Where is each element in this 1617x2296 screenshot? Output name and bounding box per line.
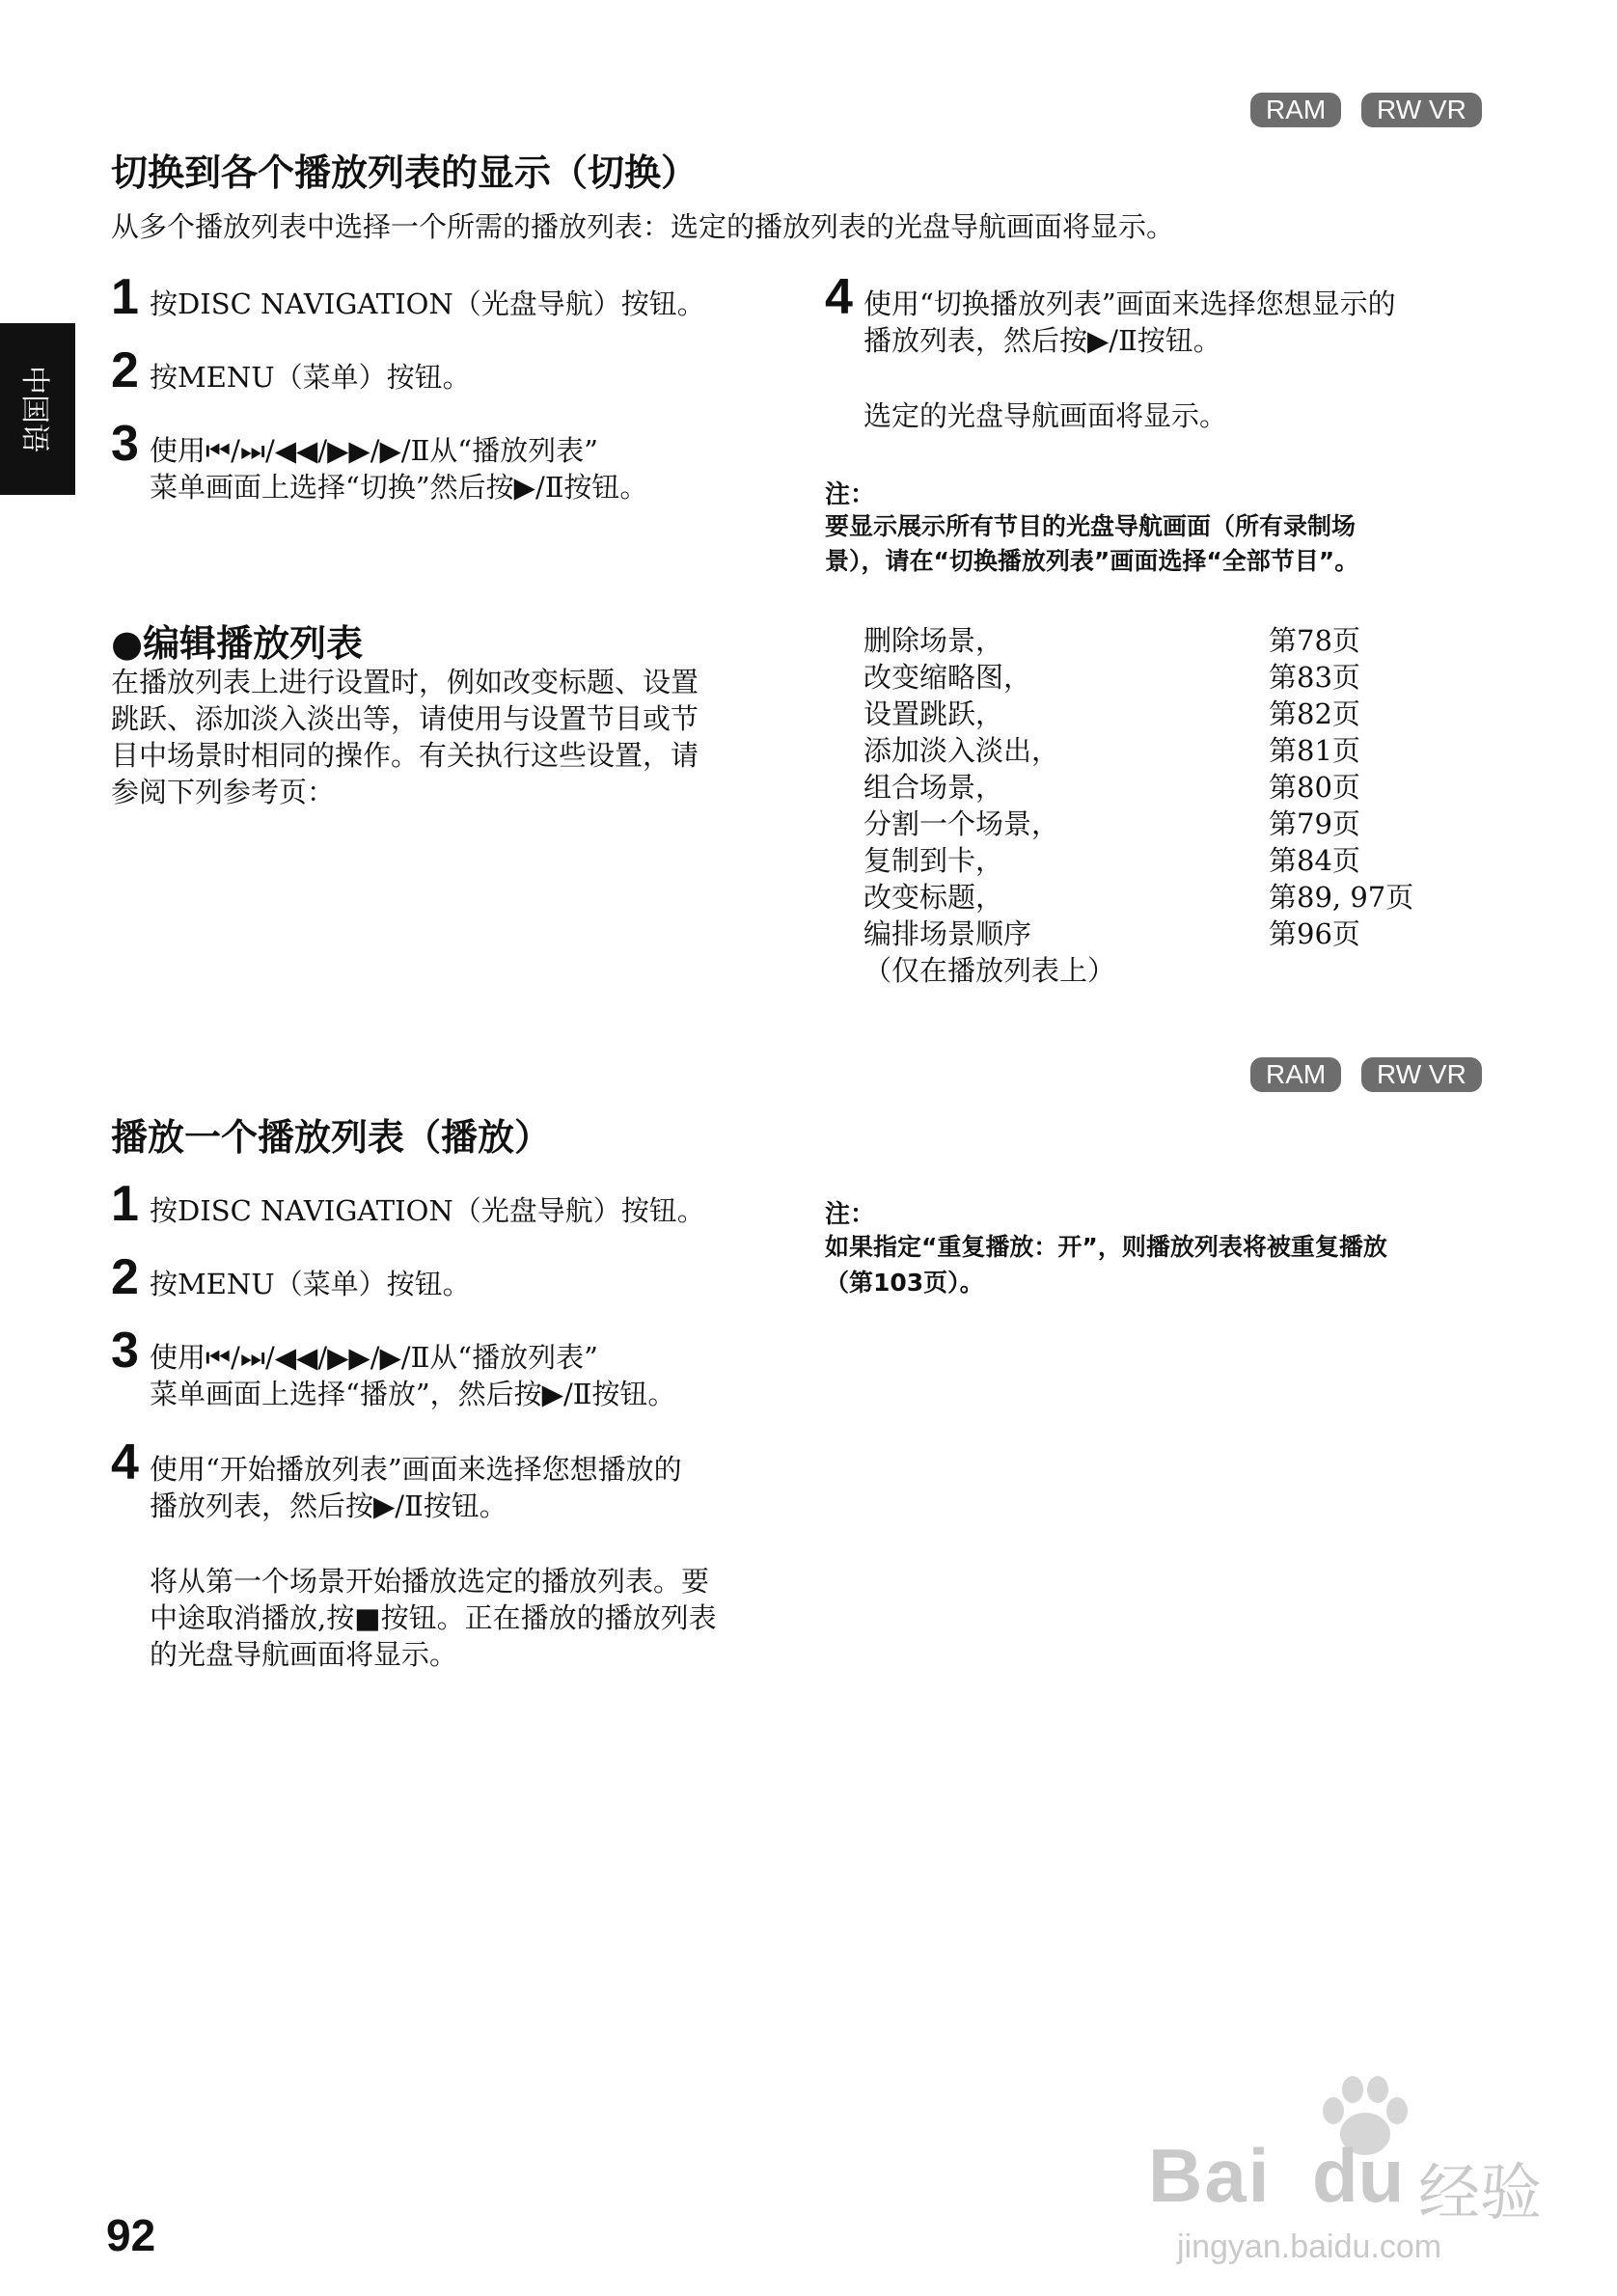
reference-page: 第81页: [1269, 734, 1360, 767]
reference-item: 分割一个场景，: [863, 807, 1060, 840]
watermark-cn: 经验: [1418, 2158, 1542, 2229]
s2-step3-line2: 菜单画面上选择“播放”，然后按▶/Ⅱ按钮。: [150, 1378, 676, 1410]
language-tab-label: 中国语: [17, 366, 51, 452]
s1-step2-text: 按MENU（菜单）按钮。: [150, 361, 471, 394]
reference-row: [863, 806, 1360, 842]
s2-step4-line1: 使用“开始播放列表”画面来选择您想播放的: [150, 1453, 682, 1486]
reference-row: [863, 842, 1360, 879]
s1-step4-line2: 播放列表，然后按▶/Ⅱ按钮。: [863, 324, 1221, 357]
s2-step4-number: 4: [111, 1435, 139, 1490]
s1-step2-number: 2: [111, 342, 139, 398]
s2-note-line2: （第103页）。: [825, 1269, 984, 1297]
reference-row: [863, 952, 1115, 989]
s2-step1-text: 按DISC NAVIGATION（光盘导航）按钮。: [150, 1194, 705, 1227]
s2-step4-line2: 播放列表，然后按▶/Ⅱ按钮。: [150, 1490, 507, 1522]
s2-note-line1: 如果指定“重复播放：开”，则播放列表将被重复播放: [825, 1233, 1387, 1261]
s1-note-line1: 要显示展示所有节目的光盘导航画面（所有录制场: [825, 512, 1357, 540]
s2-note-label: 注：: [825, 1200, 876, 1229]
edit-line: 跳跃、添加淡入淡出等，请使用与设置节目或节: [111, 702, 699, 735]
s2-step3-number: 3: [111, 1323, 139, 1379]
reference-page: 第84页: [1269, 844, 1360, 877]
reference-item: 改变缩略图，: [863, 661, 1032, 694]
reference-page: 第79页: [1269, 807, 1360, 840]
edit-paragraph: [111, 664, 699, 810]
reference-item: 添加淡入淡出，: [863, 734, 1060, 767]
language-side-tab: [0, 323, 75, 495]
reference-list: [863, 622, 1539, 1008]
s2-step1-number: 1: [111, 1176, 139, 1232]
s1-step3-line1: 使用⏮/⏭/◀◀/▶▶/▶/Ⅱ从“播放列表”: [150, 434, 598, 467]
reference-page: 第83页: [1269, 661, 1360, 694]
s1-note-label: 注：: [825, 480, 876, 509]
s1-step4-followup: 选定的光盘导航画面将显示。: [863, 399, 1228, 432]
reference-item: 设置跳跃，: [863, 697, 1004, 730]
s2-step4-followup-line1: 将从第一个场景开始播放选定的播放列表。要: [150, 1565, 710, 1598]
reference-row: [863, 696, 1360, 732]
s2-step2-text: 按MENU（菜单）按钮。: [150, 1268, 471, 1300]
reference-row: [863, 916, 1360, 952]
reference-row: [863, 769, 1360, 806]
reference-page: 第82页: [1269, 697, 1360, 730]
ram-badge: RAM: [1250, 1057, 1341, 1092]
reference-row: [863, 879, 1414, 916]
section1-intro: 从多个播放列表中选择一个所需的播放列表：选定的播放列表的光盘导航画面将显示。: [111, 210, 1175, 243]
s2-step3-line1: 使用⏮/⏭/◀◀/▶▶/▶/Ⅱ从“播放列表”: [150, 1341, 598, 1374]
s2-step4-followup-line2: 中途取消播放,按■按钮。正在播放的播放列表: [150, 1601, 717, 1634]
reference-row: [863, 622, 1360, 659]
reference-item: （仅在播放列表上）: [863, 954, 1116, 987]
edit-heading: ●编辑播放列表: [111, 622, 364, 665]
s1-step1-number: 1: [111, 269, 139, 325]
watermark-brand2: du: [1312, 2133, 1405, 2218]
reference-item: 编排场景顺序: [863, 917, 1032, 950]
rw-vr-badge: RW VR: [1361, 93, 1482, 127]
s1-step4-line1: 使用“切换播放列表”画面来选择您想显示的: [863, 287, 1396, 320]
baidu-watermark: [1148, 2074, 1573, 2267]
s1-step1-text: 按DISC NAVIGATION（光盘导航）按钮。: [150, 287, 705, 320]
watermark-brand: Bai: [1148, 2133, 1272, 2218]
s1-step3-line2: 菜单画面上选择“切换”然后按▶/Ⅱ按钮。: [150, 471, 648, 504]
reference-row: [863, 659, 1360, 696]
reference-row: [863, 732, 1360, 769]
s1-step4-number: 4: [825, 269, 853, 325]
edit-line: 参阅下列参考页：: [111, 776, 336, 808]
section2-title: 播放一个播放列表（播放）: [111, 1116, 552, 1159]
reference-item: 删除场景，: [863, 624, 1004, 657]
reference-item: 复制到卡，: [863, 844, 1004, 877]
reference-item: 改变标题，: [863, 881, 1004, 914]
s1-note-line2: 景），请在“切换播放列表”画面选择“全部节目”。: [825, 547, 1359, 575]
watermark-url: jingyan.baidu.com: [1177, 2228, 1442, 2265]
section1-title: 切换到各个播放列表的显示（切换）: [111, 151, 699, 194]
reference-page: 第96页: [1269, 917, 1360, 950]
reference-page: 第89, 97页: [1269, 881, 1414, 914]
reference-page: 第80页: [1269, 771, 1360, 804]
reference-page: 第78页: [1269, 624, 1360, 657]
s1-step3-number: 3: [111, 416, 139, 472]
edit-line: 目中场景时相同的操作。有关执行这些设置，请: [111, 739, 699, 772]
s2-step4-followup-line3: 的光盘导航画面将显示。: [150, 1638, 458, 1671]
rw-vr-badge: RW VR: [1361, 1057, 1482, 1092]
reference-item: 组合场景，: [863, 771, 1004, 804]
ram-badge: RAM: [1250, 93, 1341, 127]
edit-line: 在播放列表上进行设置时，例如改变标题、设置: [111, 666, 699, 698]
page-number: 92: [106, 2210, 156, 2260]
s2-step2-number: 2: [111, 1249, 139, 1305]
